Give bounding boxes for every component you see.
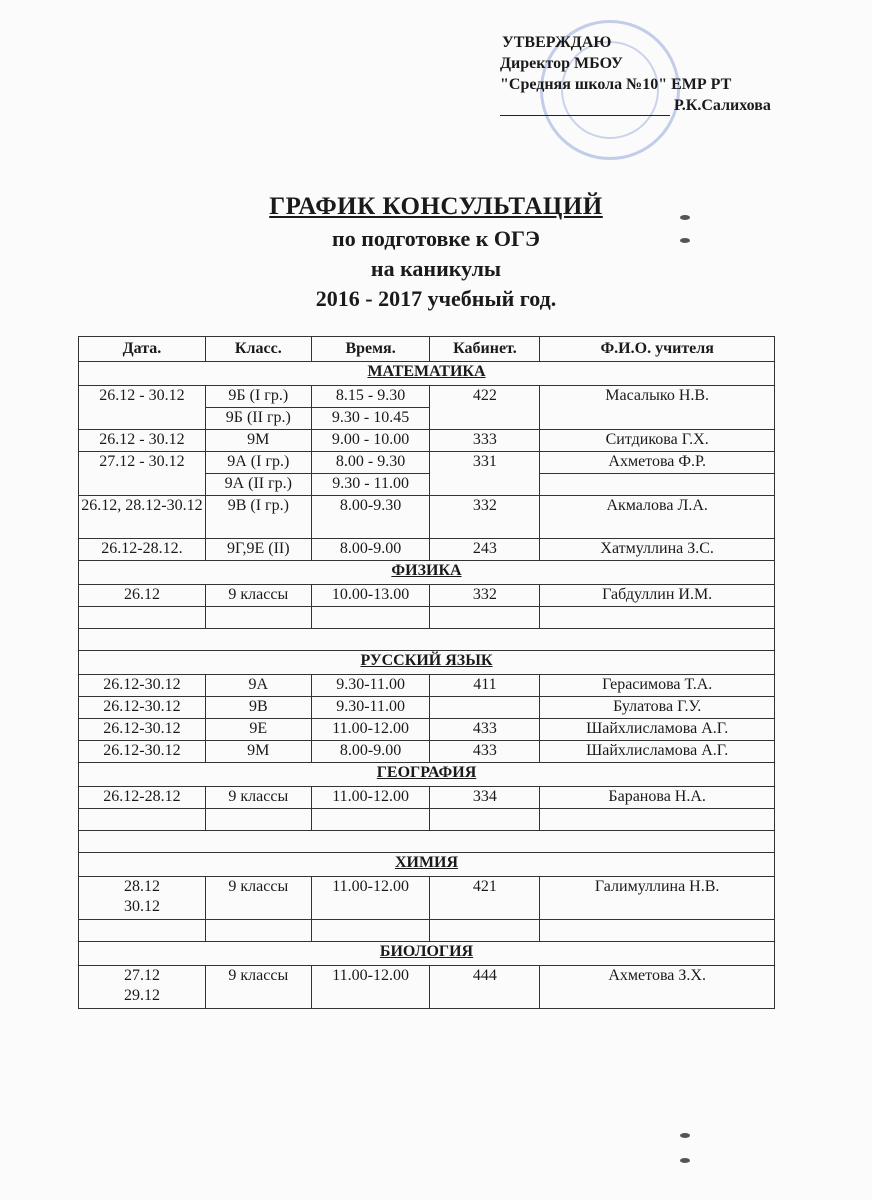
cell-teacher: Шайхлисламова А.Г. <box>540 719 775 741</box>
cell-time: 11.00-12.00 <box>311 787 430 809</box>
cell-class: 9Е <box>205 719 311 741</box>
cell-teacher: Булатова Г.У. <box>540 697 775 719</box>
section-math: МАТЕМАТИКА <box>79 362 775 386</box>
table-row <box>79 787 775 809</box>
cell-class: 9 классы <box>205 877 311 920</box>
cell-class: 9В <box>205 697 311 719</box>
table-row <box>79 719 775 741</box>
cell-time: 9.30 - 11.00 <box>311 474 430 496</box>
cell-time: 8.00-9.30 <box>311 496 430 539</box>
cell-teacher: Галимуллина Н.В. <box>540 877 775 920</box>
cell-room: 421 <box>430 877 540 920</box>
table-row <box>79 386 775 408</box>
cell-time: 11.00-12.00 <box>311 966 430 1009</box>
cell-class: 9М <box>205 430 311 452</box>
table-row <box>79 585 775 607</box>
schedule-table <box>78 336 775 1009</box>
table-row <box>79 697 775 719</box>
empty-row <box>79 831 775 853</box>
cell-class: 9Г,9Е (II) <box>205 539 311 561</box>
cell-date: 26.12-28.12 <box>79 787 206 809</box>
cell-time: 8.00-9.00 <box>311 539 430 561</box>
table-row <box>79 452 775 474</box>
document-title <box>0 190 872 314</box>
empty-row <box>79 629 775 651</box>
cell-date: 26.12-28.12. <box>79 539 206 561</box>
cell-time: 11.00-12.00 <box>311 719 430 741</box>
cell-room: 433 <box>430 719 540 741</box>
cell-teacher: Шайхлисламова А.Г. <box>540 741 775 763</box>
cell-room: 332 <box>430 585 540 607</box>
approval-block <box>500 32 771 116</box>
section-biology: БИОЛОГИЯ <box>79 942 775 966</box>
cell-room: 243 <box>430 539 540 561</box>
section-chemistry: ХИМИЯ <box>79 853 775 877</box>
signature-line <box>500 101 670 116</box>
cell-teacher: Баранова Н.А. <box>540 787 775 809</box>
cell-class: 9А (I гр.) <box>205 452 311 474</box>
title-main: ГРАФИК КОНСУЛЬТАЦИЙ <box>269 193 603 220</box>
director-name: Р.К.Салихова <box>674 97 771 114</box>
cell-date: 28.12 30.12 <box>79 877 206 920</box>
cell-date: 26.12, 28.12-30.12 <box>79 496 206 539</box>
cell-class: 9 классы <box>205 787 311 809</box>
cell-teacher: Габдуллин И.М. <box>540 585 775 607</box>
header-room: Кабинет. <box>430 337 540 362</box>
punch-hole-mark <box>680 1158 690 1163</box>
cell-teacher: Акмалова Л.А. <box>540 496 775 539</box>
cell-class: 9Б (II гр.) <box>205 408 311 430</box>
table-row <box>79 539 775 561</box>
empty-row <box>79 809 775 831</box>
cell-time: 8.00 - 9.30 <box>311 452 430 474</box>
cell-teacher: Хатмуллина З.С. <box>540 539 775 561</box>
cell-room: 444 <box>430 966 540 1009</box>
header-time: Время. <box>311 337 430 362</box>
approve-label: УТВЕРЖДАЮ <box>502 34 612 51</box>
cell-date: 26.12-30.12 <box>79 719 206 741</box>
table-row <box>79 966 775 1009</box>
cell-class: 9 классы <box>205 585 311 607</box>
table-row <box>79 675 775 697</box>
cell-room: 334 <box>430 787 540 809</box>
cell-teacher: Ахметова З.Х. <box>540 966 775 1009</box>
cell-teacher: Масалыко Н.В. <box>540 386 775 430</box>
cell-time: 9.00 - 10.00 <box>311 430 430 452</box>
punch-hole-mark <box>680 238 690 243</box>
cell-teacher: Ситдикова Г.Х. <box>540 430 775 452</box>
cell-time: 8.15 - 9.30 <box>311 386 430 408</box>
director-position: Директор МБОУ <box>500 55 623 72</box>
cell-room: 411 <box>430 675 540 697</box>
cell-date: 26.12 - 30.12 <box>79 430 206 452</box>
cell-time: 9.30 - 10.45 <box>311 408 430 430</box>
cell-time: 8.00-9.00 <box>311 741 430 763</box>
cell-class: 9В (I гр.) <box>205 496 311 539</box>
cell-time: 9.30-11.00 <box>311 697 430 719</box>
section-russian: РУССКИЙ ЯЗЫК <box>79 651 775 675</box>
cell-date: 26.12-30.12 <box>79 741 206 763</box>
empty-row <box>79 607 775 629</box>
punch-hole-mark <box>680 1133 690 1138</box>
header-date: Дата. <box>79 337 206 362</box>
header-teacher: Ф.И.О. учителя <box>540 337 775 362</box>
title-line3: на каникулы <box>370 256 502 281</box>
empty-row <box>79 920 775 942</box>
cell-teacher: Ахметова Ф.Р. <box>540 452 775 474</box>
table-row <box>79 741 775 763</box>
cell-time: 11.00-12.00 <box>311 877 430 920</box>
table-header <box>79 337 775 362</box>
table-row <box>79 496 775 539</box>
title-line2: по подготовке к ОГЭ <box>332 226 540 251</box>
table-row <box>79 430 775 452</box>
header-class: Класс. <box>205 337 311 362</box>
cell-teacher: Герасимова Т.А. <box>540 675 775 697</box>
cell-date: 27.12 29.12 <box>79 966 206 1009</box>
cell-room: 333 <box>430 430 540 452</box>
school-name: "Средняя школа №10" ЕМР РТ <box>500 76 732 93</box>
cell-date: 27.12 - 30.12 <box>79 452 206 496</box>
cell-class: 9А <box>205 675 311 697</box>
punch-hole-mark <box>680 215 690 220</box>
cell-time: 10.00-13.00 <box>311 585 430 607</box>
cell-teacher <box>540 474 775 496</box>
section-geography: ГЕОГРАФИЯ <box>79 763 775 787</box>
cell-class: 9Б (I гр.) <box>205 386 311 408</box>
cell-date: 26.12 - 30.12 <box>79 386 206 430</box>
cell-class: 9 классы <box>205 966 311 1009</box>
cell-date: 26.12-30.12 <box>79 675 206 697</box>
cell-time: 9.30-11.00 <box>311 675 430 697</box>
cell-room: 433 <box>430 741 540 763</box>
section-physics: ФИЗИКА <box>79 561 775 585</box>
table-row <box>79 877 775 920</box>
cell-room: 331 <box>430 452 540 496</box>
cell-room: 332 <box>430 496 540 539</box>
cell-date: 26.12-30.12 <box>79 697 206 719</box>
cell-room <box>430 697 540 719</box>
cell-date: 26.12 <box>79 585 206 607</box>
cell-class: 9А (II гр.) <box>205 474 311 496</box>
title-line4: 2016 - 2017 учебный год. <box>315 286 557 311</box>
cell-room: 422 <box>430 386 540 430</box>
cell-class: 9М <box>205 741 311 763</box>
